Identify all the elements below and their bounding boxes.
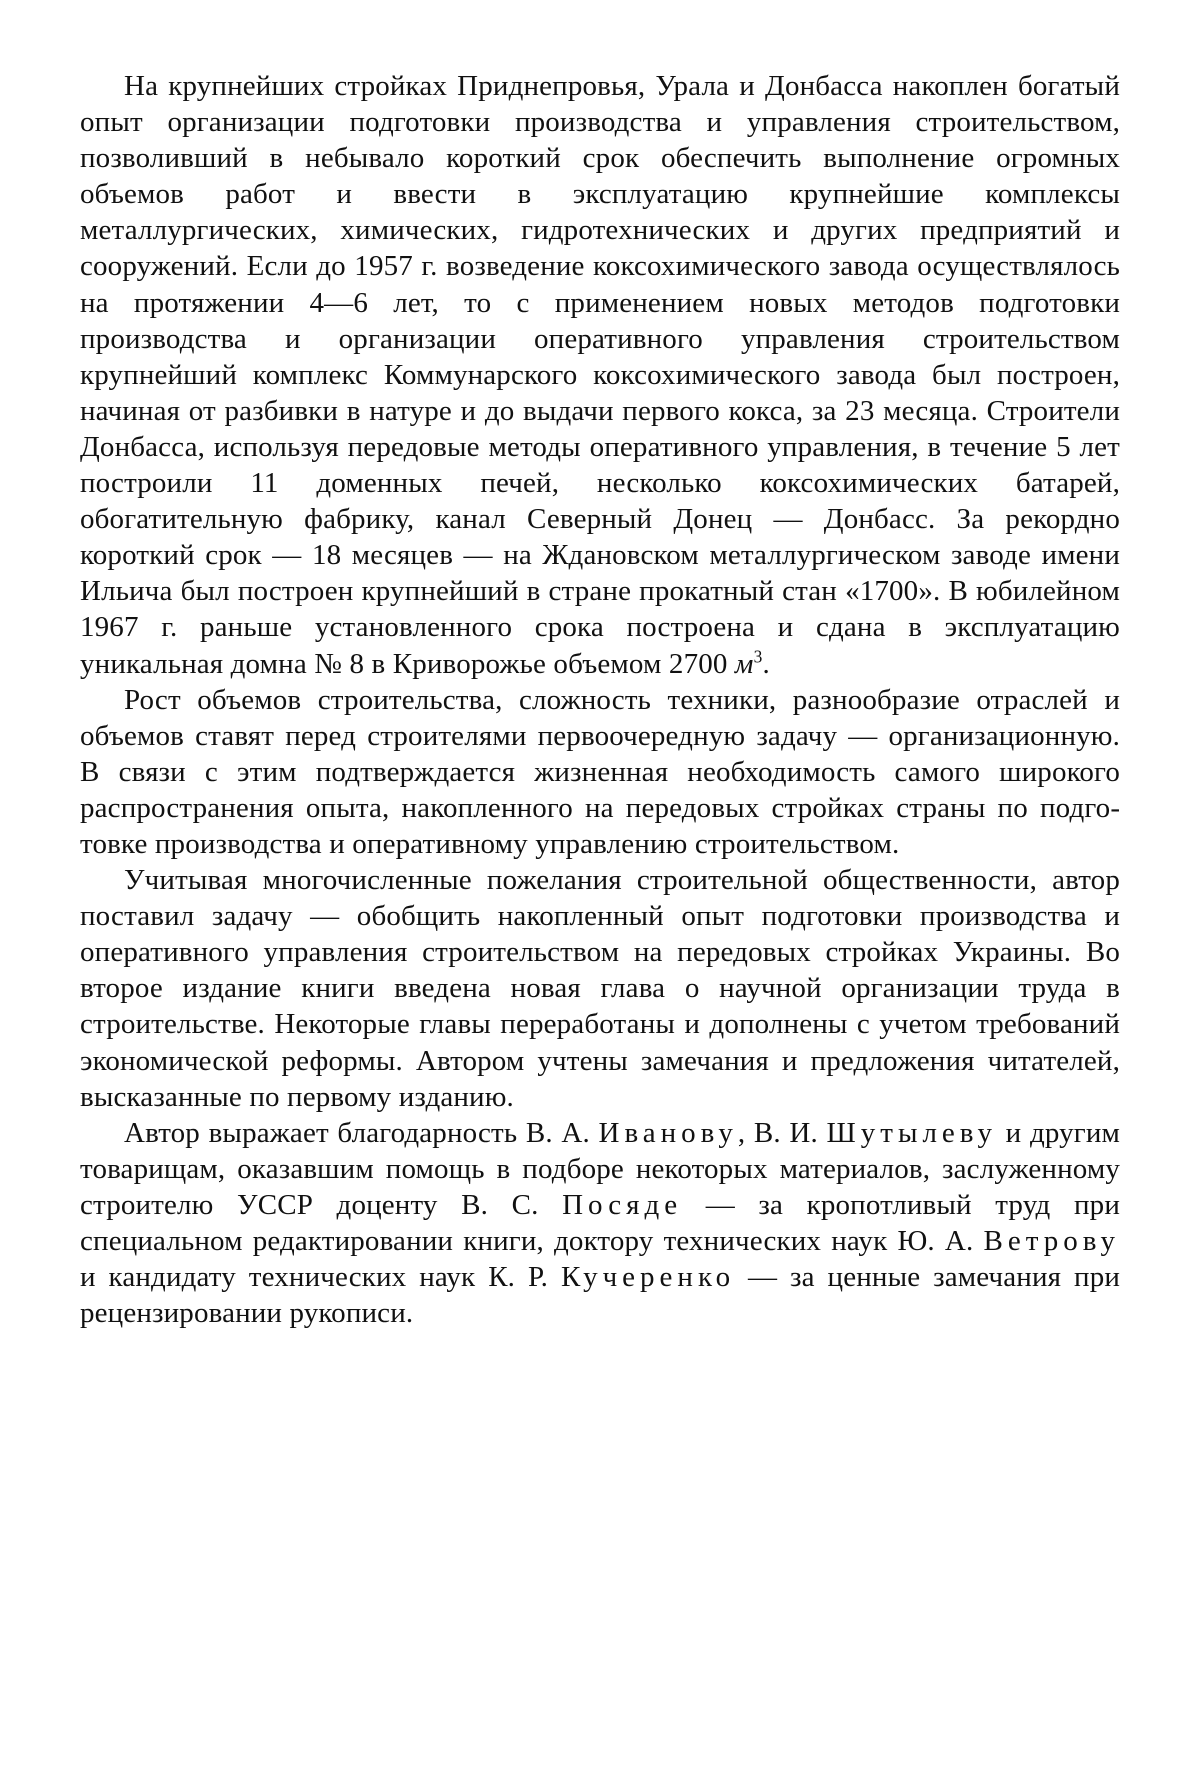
unit-cubic-meter: м xyxy=(734,647,754,680)
person-name-vetrov: Ветрову xyxy=(983,1225,1120,1257)
acknowledgment-text-5: и кандидату технических наук К. Р. xyxy=(80,1261,561,1294)
acknowledgment-text-3: и другим товарищам, оказавшим помощь в подборе некоторых материалов, заслуженному строителю УССР доценту В. С. xyxy=(80,1116,1120,1221)
body-text xyxy=(80,68,1120,1331)
paragraph-1-end: . xyxy=(762,647,770,680)
unit-exponent: 3 xyxy=(753,645,763,666)
paragraph-3: Учитывая многочисленные пожелания строительной общественности, автор поставил задачу — обобщить накопленный опыт подготовки производства и оперативного управления строительством на передовых стройках Украины. Во второе издание книги введена новая глава о научной организации труда в строительстве. Некоторые главы переработаны и дополнены с учетом требований экономической реформы. Автором учтены замечания и предложения читателей, высказанные по первому изданию. xyxy=(80,864,1120,1113)
person-name-shutylev: Шутылеву xyxy=(826,1116,998,1149)
acknowledgment-text-1: Автор выражает благодарность В. А. xyxy=(124,1116,599,1149)
paragraph-1 xyxy=(80,68,1120,682)
person-name-ivanov: Иванову xyxy=(598,1116,738,1149)
person-name-posyada: Посяде xyxy=(562,1188,683,1221)
paragraph-4 xyxy=(80,1115,1120,1332)
paragraph-1-text: На крупнейших стройках Приднепровья, Урала и Донбасса накоплен богатый опыт организации подготовки производства и управления строительством, позволивший в небывало короткий срок обеспечить выполнение огромных объемов работ и ввести в эксплуатацию крупнейшие комплексы металлургических, химических, гидротехнических и других предприятий и сооружений. Если до 1957 г. возведение коксохимического завода осуществлялось на протяжении 4—6 лет, то с применением новых методов подготовки производства и организации оперативного управления строительством крупнейший комплекс Коммунарского коксохимического завода был построен, начиная от разбивки в натуре и до выдачи первого кокса, за 23 месяца. Строители Донбасса, используя передовые методы оперативного управления, в течение 5 лет построили 11 доменных печей, несколько коксохимических батарей, обогатительную фабрику, канал Северный Донец — Донбасс. За рекордно короткий срок — 18 месяцев — на Ждановском металлургическом заводе имени Ильича был построен крупнейший в стране прокатный стан «1700». В юбилейном 1967 г. раньше установленного срока построена и сдана в эксплуатацию уникальная домна № 8 в Криворожье объемом 2700 xyxy=(80,70,1120,680)
paragraph-2: Рост объемов строительства, сложность техники, разнообразие отраслей и объемов ставят перед строителями первоочередную задачу — организационную. В связи с этим подтверждается жизненная необходимость самого широкого распространения опыта, накопленного на передовых стройках страны по подготовке производства и оперативному управлению строительством. xyxy=(80,683,1120,860)
acknowledgment-text-6: — за ценные замечания при рецензировании рукописи. xyxy=(80,1261,1121,1330)
acknowledgment-text-2: , В. И. xyxy=(737,1116,827,1149)
acknowledgment-text-4: — за кропотливый труд при специальном редактировании книги, доктору технических наук Ю. А. xyxy=(80,1188,1120,1257)
person-name-kucherenko: Кучеренко xyxy=(560,1261,736,1294)
